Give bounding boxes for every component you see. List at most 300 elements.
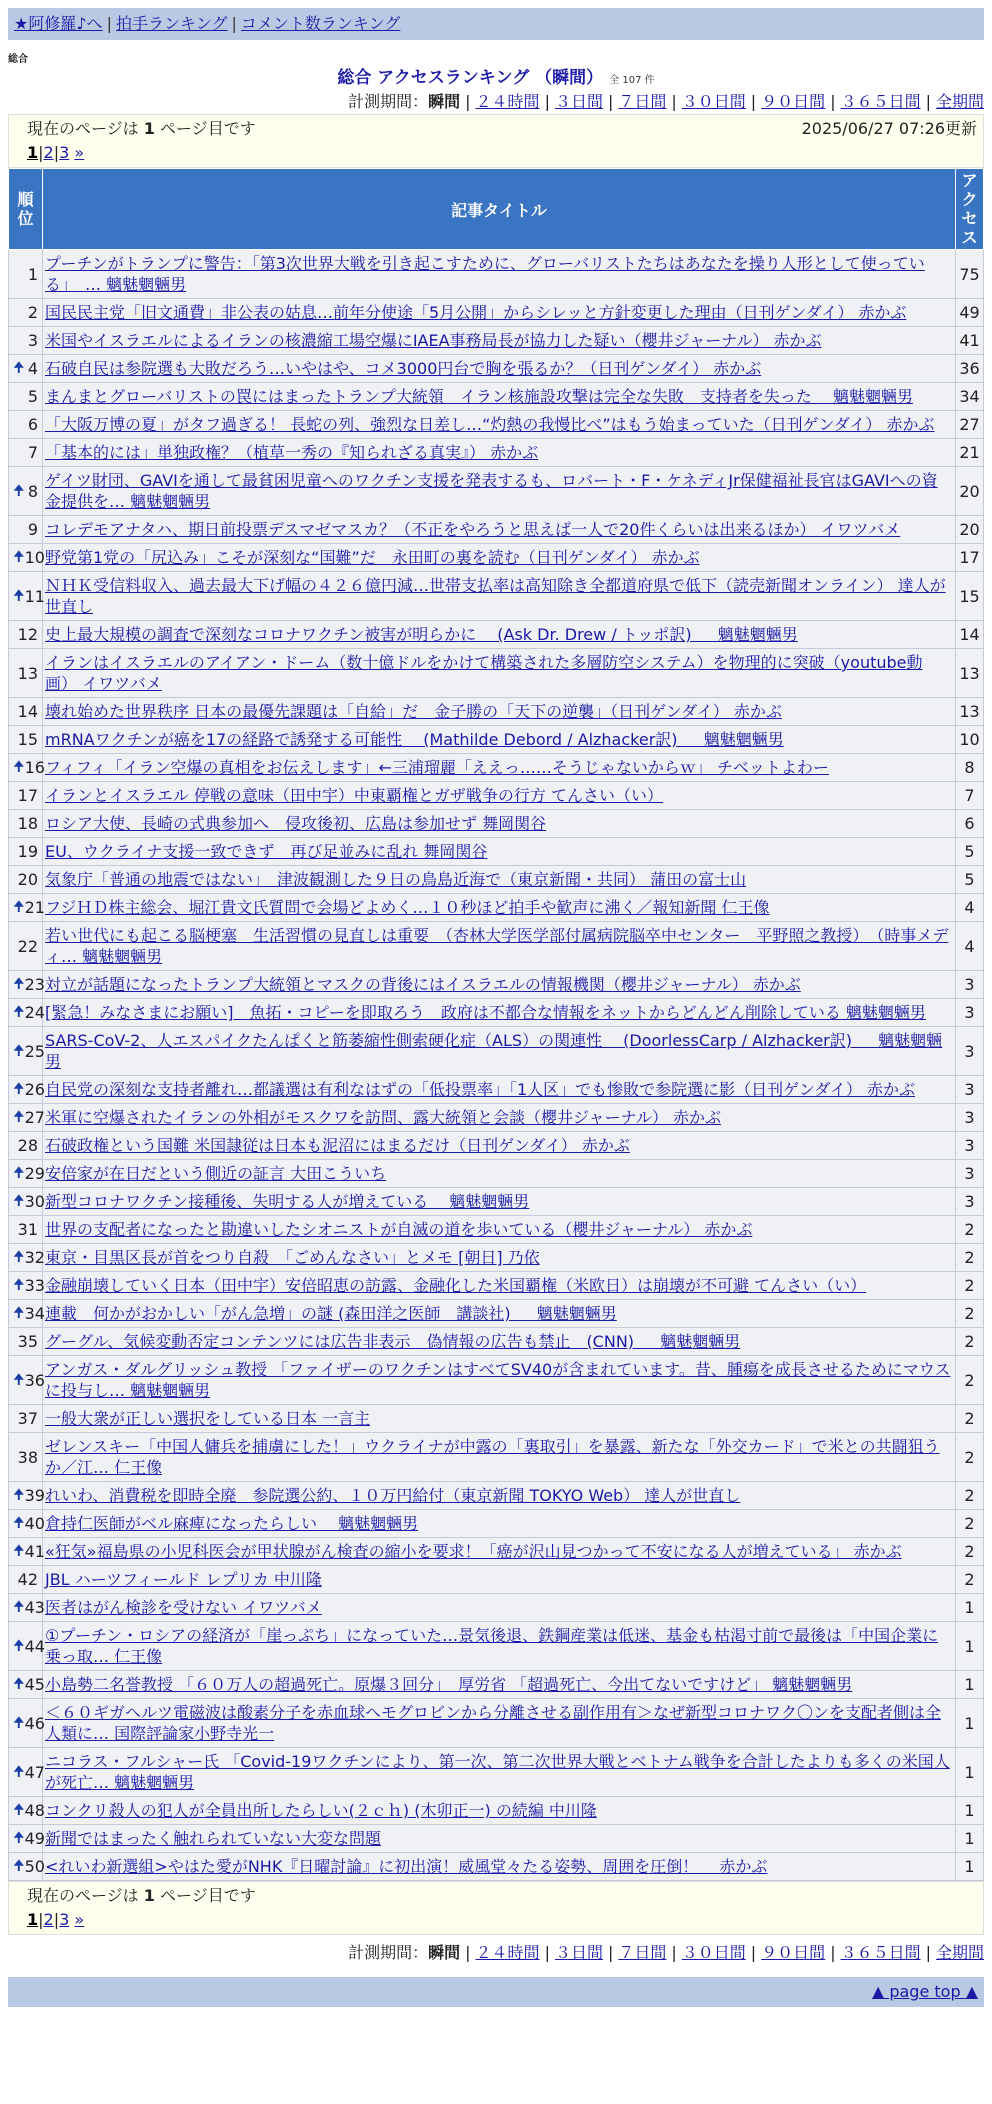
access-count: 3 <box>956 1188 984 1216</box>
title-cell <box>43 516 956 544</box>
article-link[interactable]: ロシア大使、長崎の式典参加へ 侵攻後初、広島は参加せず 舞岡関谷 <box>45 814 547 833</box>
title-cell <box>43 1699 956 1748</box>
access-count: 1 <box>956 1594 984 1622</box>
table-row <box>9 572 984 621</box>
title-cell <box>43 866 956 894</box>
article-link[interactable]: 「基本的には」単独政権？（植草一秀の『知られざる真実』） 赤かぶ <box>45 443 539 462</box>
article-link[interactable]: 「大阪万博の夏」がタフ過ぎる！ 長蛇の列、強烈な日差し…“灼熱の我慢比べ”はもう始まっていた（日刊ゲンダイ） 赤かぶ <box>45 415 935 434</box>
title-cell <box>43 649 956 698</box>
rank-cell <box>9 1027 43 1076</box>
period-separator: | <box>544 92 550 111</box>
title-cell <box>43 327 956 355</box>
rank-cell <box>9 327 43 355</box>
article-link[interactable]: EU、ウクライナ支援一致できず 再び足並みに乱れ 舞岡関谷 <box>45 842 488 861</box>
article-link[interactable]: 米軍に空爆されたイランの外相がモスクワを訪問、露大統領と会談（櫻井ジャーナル） 赤かぶ <box>45 1108 721 1127</box>
article-link[interactable]: ニコラス・フルシャー氏 「Covid-19ワクチンにより、第一次、第二次世界大戦とベトナム戦争を合計したよりも多くの米国人が死亡… 魑魅魍魎男 <box>45 1752 950 1792</box>
article-link[interactable]: JBL ハーツフィールド レプリカ 中川隆 <box>45 1570 322 1589</box>
rank-number: 31 <box>17 1220 38 1239</box>
page-link-current[interactable]: 1 <box>27 143 39 162</box>
title-cell <box>43 1853 956 1881</box>
access-count: 36 <box>956 355 984 383</box>
article-link[interactable]: 若い世代にも起こる脳梗塞 生活習慣の見直しは重要 （杏林大学医学部付属病院脳卒中センター 平野照之教授） （時事メディ… 魑魅魍魎男 <box>45 926 949 966</box>
rank-number: 21 <box>24 898 45 917</box>
rank-number: 37 <box>17 1409 38 1428</box>
table-row <box>9 782 984 810</box>
article-link[interactable]: 気象庁「普通の地震ではない」 津波観測した９日の鳥島近海で（東京新聞・共同） 蒲田の富士山 <box>45 870 747 889</box>
rank-cell <box>9 1433 43 1482</box>
rank-number: 50 <box>24 1857 45 1876</box>
period-label: 計測期間： <box>348 1943 429 1962</box>
period-link[interactable]: ３０日間 <box>681 92 746 111</box>
rank-number: 18 <box>17 814 38 833</box>
article-link[interactable]: 野党第1党の「尻込み」こそが深刻な“国難”だ 永田町の裏を読む（日刊ゲンダイ） 赤かぶ <box>45 548 700 567</box>
rank-number: 41 <box>24 1542 45 1561</box>
table-row <box>9 1482 984 1510</box>
title-cell <box>43 572 956 621</box>
rank-number: 46 <box>24 1713 45 1733</box>
access-count: 14 <box>956 621 984 649</box>
article-link[interactable]: 国民民主党「旧文通費」非公表の姑息…前年分使途「5月公開」からシレッと方針変更した理由（日刊ゲンダイ） 赤かぶ <box>45 303 907 322</box>
title-cell <box>43 1104 956 1132</box>
ranking-table <box>8 168 984 1881</box>
title-cell <box>43 383 956 411</box>
table-row <box>9 838 984 866</box>
article-link[interactable]: 東京・目黒区長が首をつり自殺 「ごめんなさい」とメモ [朝日] 乃依 <box>45 1248 540 1267</box>
rank-number: 40 <box>24 1514 45 1533</box>
rank-up-icon: 🠉 <box>13 1277 25 1293</box>
access-count: 3 <box>956 1076 984 1104</box>
title-cell <box>43 754 956 782</box>
page-separator: | <box>53 1910 60 1929</box>
title-cell <box>43 299 956 327</box>
rank-number: 10 <box>24 548 45 567</box>
table-row <box>9 726 984 754</box>
table-row <box>9 810 984 838</box>
rank-number: 1 <box>27 264 38 284</box>
period-link[interactable]: 全期間 <box>935 92 984 111</box>
access-count: 5 <box>956 838 984 866</box>
rank-number: 32 <box>24 1248 45 1267</box>
article-link[interactable]: ゲイツ財団、GAVIを通して最貧困児童へのワクチン支援を発表するも、ロバート・F・ケネディJr保健福祉長官はGAVIへの資金提供を… 魑魅魍魎男 <box>45 471 938 511</box>
rank-number: 2 <box>27 303 38 322</box>
rank-number: 4 <box>27 359 38 378</box>
next-page-link[interactable]: » <box>74 1910 85 1929</box>
access-count: 6 <box>956 810 984 838</box>
rank-cell <box>9 1160 43 1188</box>
rank-up-icon: 🠉 <box>13 1543 25 1559</box>
rank-cell <box>9 467 43 516</box>
table-row <box>9 1356 984 1405</box>
period-separator: | <box>830 1943 836 1962</box>
rank-number: 34 <box>24 1304 45 1323</box>
period-separator: | <box>465 1943 471 1962</box>
period-link[interactable]: ９０日間 <box>761 1943 826 1962</box>
table-row <box>9 1853 984 1881</box>
title-cell <box>43 838 956 866</box>
rank-up-icon: 🠉 <box>13 1637 25 1654</box>
rank-up-icon: 🠉 <box>13 1802 25 1818</box>
rank-number: 20 <box>17 870 38 889</box>
rank-cell <box>9 299 43 327</box>
title-cell <box>43 1671 956 1699</box>
rank-number: 13 <box>17 663 38 683</box>
title-cell <box>43 1566 956 1594</box>
table-row <box>9 299 984 327</box>
article-link[interactable]: 一般大衆が正しい選択をしている日本 一言主 <box>45 1409 371 1428</box>
col-title-header: 記事タイトル <box>43 169 956 250</box>
access-count: 4 <box>956 894 984 922</box>
rank-cell <box>9 754 43 782</box>
rank-cell <box>9 1076 43 1104</box>
title-cell <box>43 467 956 516</box>
period-separator: | <box>830 92 836 111</box>
period-current: 瞬間 <box>428 92 461 111</box>
rank-up-icon: 🠉 <box>13 1487 25 1503</box>
table-row <box>9 866 984 894</box>
period-link[interactable]: ３日間 <box>554 1943 603 1962</box>
access-count: 2 <box>956 1510 984 1538</box>
article-link[interactable]: 医者はがん検診を受けない イワツバメ <box>45 1598 322 1617</box>
table-row <box>9 1188 984 1216</box>
access-count: 2 <box>956 1405 984 1433</box>
period-link[interactable]: ９０日間 <box>761 92 826 111</box>
access-count: 20 <box>956 467 984 516</box>
pager-bottom <box>8 1881 984 1935</box>
col-access-header: アクセス <box>956 169 984 250</box>
article-link[interactable]: 金融崩壊していく日本（田中宇）安倍昭恵の訪露、金融化した米国覇権（米欧日）は崩壊が不可避 てんさい（い） <box>45 1276 867 1295</box>
rank-cell <box>9 649 43 698</box>
rank-number: 39 <box>24 1486 45 1505</box>
article-link[interactable]: <れいわ新選組>やはた愛がNHK『日曜討論』に初出演！威風堂々たる姿勢、周囲を圧倒！ 赤かぶ <box>45 1857 768 1876</box>
rank-cell <box>9 1132 43 1160</box>
period-separator: | <box>607 1943 614 1962</box>
rank-number: 48 <box>24 1801 45 1820</box>
period-link[interactable]: ３６５日間 <box>840 92 921 111</box>
page-link-current[interactable]: 1 <box>27 1910 39 1929</box>
article-link[interactable]: れいわ、消費税を即時全廃 参院選公約、１０万円給付（東京新聞 TOKYO Web） 達人が世直し <box>45 1486 741 1505</box>
access-count: 75 <box>956 250 984 299</box>
article-link[interactable]: コンクリ殺人の犯人が全員出所したらしい(２ｃｈ) (木卯正一) の続編 中川隆 <box>45 1801 597 1820</box>
period-link[interactable]: ３６５日間 <box>840 1943 921 1962</box>
article-link[interactable]: 石破自民は参院選も大敗だろう…いやはや、コメ3000円台で胸を張るか？（日刊ゲンダイ） 赤かぶ <box>45 359 762 378</box>
rank-up-icon: 🠉 <box>13 1830 25 1846</box>
article-link[interactable]: ①プーチン・ロシアの経済が「崖っぷち」になっていた…景気後退、鉄鋼産業は低迷、基金も枯渇寸前で最後は「中国企業に乗っ取… 仁王像 <box>45 1626 939 1666</box>
rank-cell <box>9 544 43 572</box>
rank-cell <box>9 439 43 467</box>
access-count: 21 <box>956 439 984 467</box>
access-count: 10 <box>956 726 984 754</box>
access-count: 3 <box>956 1104 984 1132</box>
title-cell <box>43 1272 956 1300</box>
rank-number: 16 <box>24 758 45 777</box>
rank-cell <box>9 1671 43 1699</box>
article-link[interactable]: 倉持仁医師がベル麻痺になったらしい 魑魅魍魎男 <box>45 1514 419 1533</box>
footer-bar <box>8 1977 984 2007</box>
period-separator: | <box>671 1943 677 1962</box>
table-row <box>9 1622 984 1671</box>
home-link[interactable]: ★阿修羅♪へ <box>14 14 103 33</box>
next-page-link[interactable]: » <box>74 143 85 162</box>
article-link[interactable]: プーチンがトランプに警告：「第3次世界大戦を引き起こすために、グローバリストたちはあなたを操り人形として使っている」 … 魑魅魍魎男 <box>45 254 925 294</box>
article-link[interactable]: «狂気»福島県の小児科医会が甲状腺がん検査の縮小を要求！「癌が沢山見つかって不安になる人が増えている」 赤かぶ <box>45 1542 902 1561</box>
article-link[interactable]: フジＨＤ株主総会、堀江貴文氏質問で会場どよめく…１０秒ほど拍手や歓声に沸く／報知新聞 仁王像 <box>45 898 770 917</box>
title-cell <box>43 1076 956 1104</box>
rank-number: 9 <box>27 520 38 539</box>
table-row <box>9 971 984 999</box>
table-row <box>9 439 984 467</box>
period-separator: | <box>544 1943 550 1962</box>
rank-cell <box>9 1188 43 1216</box>
period-separator: | <box>925 1943 931 1962</box>
period-link[interactable]: 全期間 <box>935 1943 984 1962</box>
table-row <box>9 754 984 782</box>
rank-number: 28 <box>17 1136 38 1155</box>
rank-up-icon: 🠉 <box>13 1109 25 1125</box>
access-count: 2 <box>956 1216 984 1244</box>
article-link[interactable]: 対立が話題になったトランプ大統領とマスクの背後にはイスラエルの情報機関（櫻井ジャーナル） 赤かぶ <box>45 975 801 994</box>
access-count: 3 <box>956 1027 984 1076</box>
article-link[interactable]: ゼレンスキー「中国人傭兵を捕虜にした！」ウクライナが中露の「裏取引」を暴露、新たな「外交カード」で米との共闘狙うか／江… 仁王像 <box>45 1437 940 1477</box>
rank-up-icon: 🠉 <box>13 1249 25 1265</box>
article-link[interactable]: mRNAワクチンが癌を17の経路で誘発する可能性 (Mathilde Debord / Alzhacker訳) 魑魅魍魎男 <box>45 730 784 749</box>
period-link[interactable]: ３０日間 <box>681 1943 746 1962</box>
title-cell <box>43 439 956 467</box>
title-cell <box>43 999 956 1027</box>
article-link[interactable]: 壊れ始めた世界秩序 日本の最優先課題は「自給」だ 金子勝の「天下の逆襲」（日刊ゲンダイ） 赤かぶ <box>45 702 782 721</box>
page-title <box>8 66 984 90</box>
access-count: 2 <box>956 1566 984 1594</box>
table-row <box>9 327 984 355</box>
table-row <box>9 894 984 922</box>
title-cell <box>43 1405 956 1433</box>
rank-cell <box>9 1538 43 1566</box>
access-count: 13 <box>956 698 984 726</box>
table-row <box>9 1699 984 1748</box>
access-count: 13 <box>956 649 984 698</box>
article-link[interactable]: 自民党の深刻な支持者離れ…都議選は有利なはずの「低投票率」「1人区」でも惨敗で参院選に影（日刊ゲンダイ） 赤かぶ <box>45 1080 915 1099</box>
access-count: 2 <box>956 1356 984 1405</box>
access-count: 8 <box>956 754 984 782</box>
page-link[interactable]: 2 <box>43 143 54 162</box>
clap-ranking-link[interactable]: 拍手ランキング <box>115 14 228 33</box>
rank-number: 47 <box>24 1762 45 1782</box>
access-count: 1 <box>956 1748 984 1797</box>
title-cell <box>43 698 956 726</box>
page-separator: | <box>38 1910 44 1929</box>
access-count: 2 <box>956 1300 984 1328</box>
period-current: 瞬間 <box>428 1943 461 1962</box>
rank-cell <box>9 1216 43 1244</box>
rank-up-icon: 🠉 <box>13 976 25 992</box>
rank-up-icon: 🠉 <box>13 759 25 775</box>
comment-ranking-link[interactable]: コメント数ランキング <box>240 14 401 33</box>
page-separator: | <box>38 143 44 162</box>
page-link[interactable]: 3 <box>59 1910 70 1929</box>
title-cell <box>43 810 956 838</box>
rank-cell <box>9 894 43 922</box>
article-link[interactable]: イランはイスラエルのアイアン・ドーム（数十億ドルをかけて構築された多層防空システム）を物理的に突破（youtube動画） イワツバメ <box>45 653 923 693</box>
table-row <box>9 922 984 971</box>
title-cell <box>43 1622 956 1671</box>
rank-cell <box>9 383 43 411</box>
table-row <box>9 1160 984 1188</box>
title-cell <box>43 621 956 649</box>
article-link[interactable]: アンガス・ダルグリッシュ教授 「ファイザーのワクチンはすべてSV40が含まれています。昔、腫瘍を成長させるためにマウスに投与し… 魑魅魍魎男 <box>45 1360 951 1400</box>
rank-cell <box>9 1748 43 1797</box>
pager-top <box>8 114 984 168</box>
access-count: 1 <box>956 1622 984 1671</box>
article-link[interactable]: 石破政権という国難 米国隷従は日本も泥沼にはまるだけ（日刊ゲンダイ） 赤かぶ <box>45 1136 630 1155</box>
title-cell <box>43 1825 956 1853</box>
access-count: 3 <box>956 999 984 1027</box>
rank-number: 36 <box>24 1370 45 1390</box>
period-separator: | <box>465 92 471 111</box>
period-separator: | <box>750 1943 757 1962</box>
title-cell <box>43 1216 956 1244</box>
period-link[interactable]: ３日間 <box>554 92 603 111</box>
rank-number: 19 <box>17 842 38 861</box>
rank-number: 14 <box>17 702 38 721</box>
rank-cell <box>9 1797 43 1825</box>
rank-number: 22 <box>17 936 38 956</box>
rank-cell <box>9 1300 43 1328</box>
table-row <box>9 1272 984 1300</box>
title-cell <box>43 1748 956 1797</box>
table-row <box>9 1132 984 1160</box>
article-link[interactable]: まんまとグローバリストの罠にはまったトランプ大統領 イラン核施設攻撃は完全な失敗 支持者を失った 魑魅魍魎男 <box>45 387 913 406</box>
period-selector <box>8 90 984 114</box>
article-link[interactable]: 米国やイスラエルによるイランの核濃縮工場空爆にIAEA事務局長が協力した疑い（櫻井ジャーナル） 赤かぶ <box>45 331 822 350</box>
title-cell <box>43 355 956 383</box>
rank-number: 25 <box>24 1041 45 1061</box>
article-link[interactable]: 史上最大規模の調査で深刻なコロナワクチン被害が明らかに (Ask Dr. Drew / トッポ訳) 魑魅魍魎男 <box>45 625 798 644</box>
title-cell <box>43 1594 956 1622</box>
rank-cell <box>9 621 43 649</box>
access-count: 34 <box>956 383 984 411</box>
rank-number: 7 <box>27 443 38 462</box>
rank-cell <box>9 782 43 810</box>
article-link[interactable]: 安倍家が在日だという側近の証言 大田こういち <box>45 1164 387 1183</box>
page-top-link[interactable]: ▲ page top ▲ <box>871 1982 978 2001</box>
access-count: 4 <box>956 922 984 971</box>
rank-cell <box>9 1853 43 1881</box>
article-link[interactable]: 新型コロナワクチン接種後、失明する人が増えている 魑魅魍魎男 <box>45 1192 530 1211</box>
page-title-text: 総合 アクセスランキング （瞬間） <box>337 68 604 88</box>
article-link[interactable]: SARS-CoV-2、人エスパイクたんぱくと筋萎縮性側索硬化症（ALS）の関連性 (DoorlessCarp / Alzhacker訳) 魑魅魍魎男 <box>45 1031 943 1071</box>
article-link[interactable]: イランとイスラエル 停戦の意味（田中宇）中東覇権とガザ戦争の行方 てんさい（い） <box>45 786 664 805</box>
rank-up-icon: 🠉 <box>13 1515 25 1531</box>
rank-up-icon: 🠉 <box>13 587 25 604</box>
article-link[interactable]: 新聞ではまったく触れられていない大変な問題 <box>45 1829 382 1848</box>
rank-number: 17 <box>17 786 38 805</box>
access-count: 49 <box>956 299 984 327</box>
table-row <box>9 1328 984 1356</box>
rank-cell <box>9 999 43 1027</box>
period-link[interactable]: ２４時間 <box>475 92 540 111</box>
rank-cell <box>9 810 43 838</box>
rank-up-icon: 🠉 <box>13 1858 25 1874</box>
table-row <box>9 1538 984 1566</box>
rank-number: 26 <box>24 1080 45 1099</box>
page-separator: | <box>53 143 60 162</box>
rank-cell <box>9 1272 43 1300</box>
article-link[interactable]: 世界の支配者になったと勘違いしたシオニストが自滅の道を歩いている（櫻井ジャーナル） 赤かぶ <box>45 1220 753 1239</box>
rank-number: 11 <box>24 586 45 606</box>
rank-cell <box>9 971 43 999</box>
article-link[interactable]: 小島勢二名誉教授 「６０万人の超過死亡。原爆３回分」 厚労省 「超過死亡、今出てないですけど」 魑魅魍魎男 <box>45 1675 853 1694</box>
article-link[interactable]: ＮＨＫ受信料収入、過去最大下げ幅の４２６億円減…世帯支払率は高知除き全都道府県で低下（読売新聞オンライン） 達人が世直し <box>45 576 946 616</box>
title-cell <box>43 1797 956 1825</box>
rank-up-icon: 🠉 <box>13 360 25 376</box>
title-cell <box>43 1328 956 1356</box>
breadcrumb: 総合 <box>8 54 28 65</box>
access-count: 3 <box>956 1132 984 1160</box>
rank-number: 33 <box>24 1276 45 1295</box>
table-row <box>9 999 984 1027</box>
period-label: 計測期間： <box>348 92 429 111</box>
table-row <box>9 250 984 299</box>
period-link[interactable]: ７日間 <box>618 1943 667 1962</box>
rank-number: 6 <box>27 415 38 434</box>
title-cell <box>43 1538 956 1566</box>
table-row <box>9 355 984 383</box>
access-count: 3 <box>956 1160 984 1188</box>
rank-cell <box>9 1482 43 1510</box>
table-row <box>9 1510 984 1538</box>
rank-number: 42 <box>17 1570 38 1589</box>
rank-cell <box>9 698 43 726</box>
table-row <box>9 1300 984 1328</box>
access-count: 1 <box>956 1671 984 1699</box>
title-cell <box>43 1433 956 1482</box>
rank-up-icon: 🠉 <box>13 1599 25 1615</box>
period-link[interactable]: ２４時間 <box>475 1943 540 1962</box>
table-row <box>9 1104 984 1132</box>
rank-cell <box>9 922 43 971</box>
rank-up-icon: 🠉 <box>13 1081 25 1097</box>
access-count: 41 <box>956 327 984 355</box>
page-status-bottom: 現在のページは 1 ページ目です <box>27 1886 256 1905</box>
article-link[interactable]: [緊急！みなさまにお願い] 魚拓・コピーを即取ろう 政府は不都合な情報をネットからどんどん削除している 魑魅魍魎男 <box>45 1003 926 1022</box>
article-link[interactable]: 連載 何かがおかしい「がん急増」の謎 (森田洋之医師 講談社) 魑魅魍魎男 <box>45 1304 617 1323</box>
table-row <box>9 516 984 544</box>
table-row <box>9 411 984 439</box>
article-link[interactable]: ＜６０ギガヘルツ電磁波は酸素分子を赤血球ヘモグロビンから分離させる副作用有＞なぜ新型コロナワク〇ンを支配者側は全人類に… 国際評論家小野寺光一 <box>45 1703 942 1743</box>
period-separator: | <box>750 92 757 111</box>
rank-cell <box>9 1594 43 1622</box>
access-count: 1 <box>956 1853 984 1881</box>
rank-up-icon: 🠉 <box>13 549 25 565</box>
rank-number: 3 <box>27 331 38 350</box>
article-link[interactable]: グーグル、気候変動否定コンテンツには広告非表示 偽情報の広告も禁止 (CNN) 魑魅魍魎男 <box>45 1332 741 1351</box>
page-link[interactable]: 3 <box>59 143 70 162</box>
table-row <box>9 1216 984 1244</box>
table-row <box>9 383 984 411</box>
rank-cell <box>9 1405 43 1433</box>
period-separator: | <box>925 92 931 111</box>
title-cell <box>43 1244 956 1272</box>
rank-up-icon: 🠉 <box>13 1193 25 1209</box>
access-count: 2 <box>956 1272 984 1300</box>
title-cell <box>43 1300 956 1328</box>
col-rank-header: 順位 <box>9 169 43 250</box>
article-link[interactable]: コレデモアナタハ、期日前投票デスマゼマスカ？（不正をやろうと思えば一人で20件くらいは出来るほか） イワツバメ <box>45 520 901 539</box>
title-cell <box>43 922 956 971</box>
period-link[interactable]: ７日間 <box>618 92 667 111</box>
page-link[interactable]: 2 <box>43 1910 54 1929</box>
article-link[interactable]: フィフィ「イラン空爆の真相をお伝えします」←三浦瑠麗「ええっ……そうじゃないからｗ」 チベットよわー <box>45 758 829 777</box>
table-row <box>9 698 984 726</box>
